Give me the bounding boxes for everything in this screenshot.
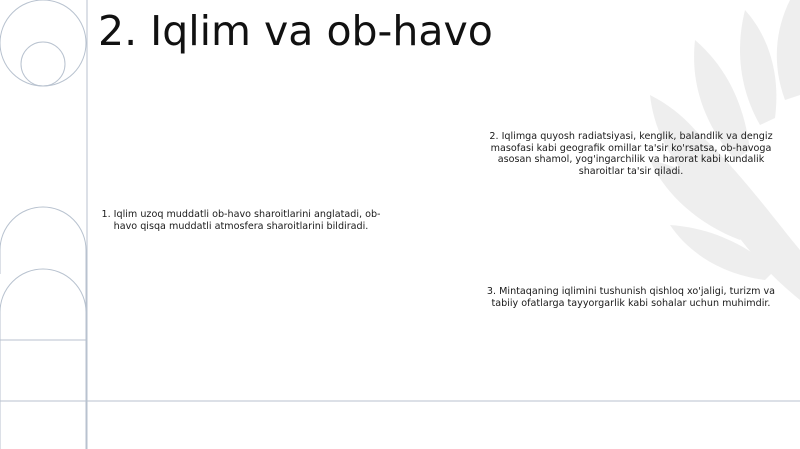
- point-climate-definition: 1. Iqlim uzoq muddatli ob-havo sharoitlarini anglatadi, ob-havo qisqa muddatli atmosfera sharoitlarini bildiradi.: [101, 209, 381, 232]
- point-importance: 3. Mintaqaning iqlimini tushunish qishloq xo'jaligi, turizm va tabiiy ofatlarga tayyorgarlik kabi sohalar uchun muhimdir.: [486, 286, 776, 309]
- point-influencing-factors: 2. Iqlimga quyosh radiatsiyasi, kenglik, balandlik va dengiz masofasi kabi geografik omillar ta'sir ko'rsatsa, ob-havoga asosan shamol, yog'ingarchilik va harorat kabi kundalik sharoitlar ta'sir qiladi.: [489, 131, 773, 177]
- slide-title: 2. Iqlim va ob-havo: [98, 7, 493, 55]
